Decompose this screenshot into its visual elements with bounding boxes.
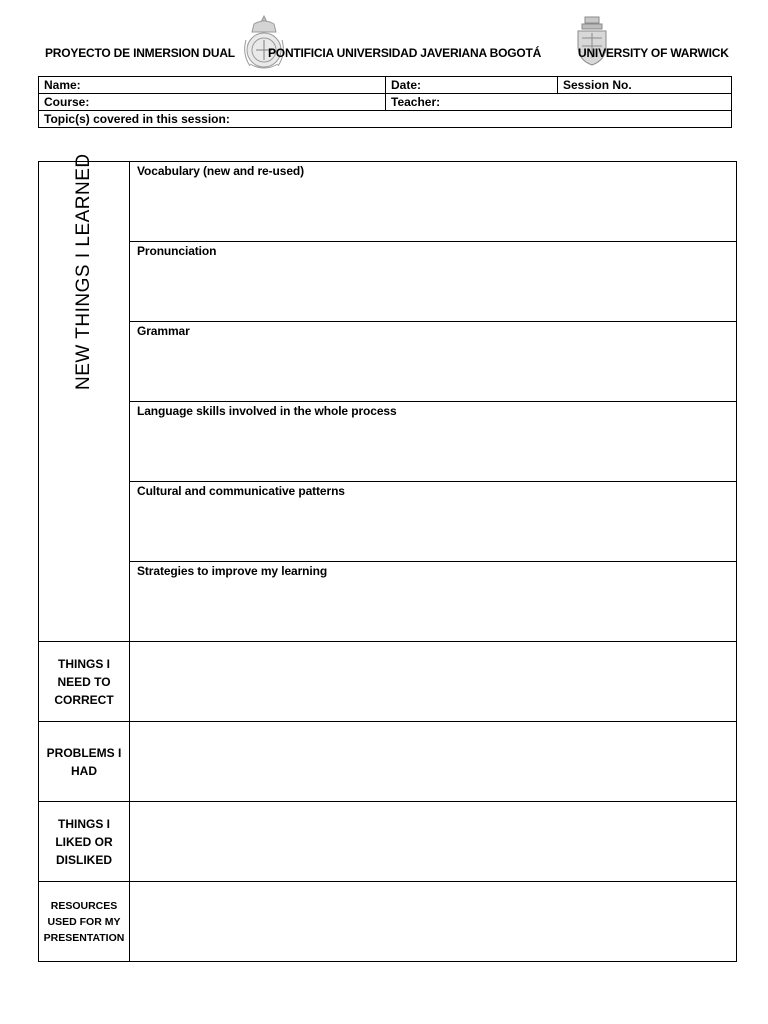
section-label-text: RESOURCES USED FOR MY PRESENTATION (43, 899, 125, 944)
date-label: Date: (391, 78, 422, 92)
section-label-text: THINGS I LIKED OR DISLIKED (55, 816, 113, 867)
pronunciation-box[interactable] (130, 242, 737, 322)
name-field[interactable] (39, 77, 386, 94)
correct-section-box[interactable] (130, 642, 737, 722)
learned-row (39, 402, 737, 482)
teacher-field[interactable] (386, 94, 732, 111)
learned-section-label (39, 153, 130, 642)
session-label: Session No. (563, 78, 632, 92)
reflection-table (38, 153, 737, 962)
problems-section-box[interactable] (130, 722, 737, 802)
resources-section-label (39, 882, 130, 962)
learned-item-label: Pronunciation (137, 244, 217, 258)
learned-row (39, 322, 737, 402)
section-row (39, 722, 737, 802)
section-row (39, 802, 737, 882)
learned-item-label: Vocabulary (new and re-used) (137, 164, 305, 178)
document-header (0, 14, 768, 74)
name-label: Name: (44, 78, 81, 92)
javeriana-title: PONTIFICIA UNIVERSIDAD JAVERIANA BOGOTÁ (268, 46, 542, 60)
vocabulary-box[interactable] (130, 162, 737, 242)
learned-row (39, 242, 737, 322)
topics-field[interactable] (39, 111, 732, 128)
section-label-text: THINGS I NEED TO CORRECT (54, 656, 114, 707)
date-field[interactable] (386, 77, 558, 94)
learned-section-title: NEW THINGS I LEARNED (73, 153, 94, 390)
topics-label: Topic(s) covered in this session: (44, 112, 230, 126)
learned-row (39, 482, 737, 562)
problems-section-label (39, 722, 130, 802)
project-title: PROYECTO DE INMERSION DUAL (45, 46, 235, 60)
cultural-patterns-box[interactable] (130, 482, 737, 562)
correct-section-label (39, 642, 130, 722)
learned-row (39, 162, 737, 242)
warwick-title: UNIVERSITY OF WARWICK (578, 46, 729, 60)
learned-item-label: Grammar (137, 324, 190, 338)
resources-section-box[interactable] (130, 882, 737, 962)
grammar-box[interactable] (130, 322, 737, 402)
learned-item-label: Strategies to improve my learning (137, 564, 328, 578)
learned-row (39, 562, 737, 642)
liked-section-label (39, 802, 130, 882)
session-info-table (38, 76, 732, 128)
session-field[interactable] (558, 77, 732, 94)
learned-item-label: Language skills involved in the whole process (137, 404, 397, 418)
teacher-label: Teacher: (391, 95, 441, 109)
section-row (39, 882, 737, 962)
language-skills-box[interactable] (130, 402, 737, 482)
liked-section-box[interactable] (130, 802, 737, 882)
javeriana-seal-icon (240, 14, 288, 72)
strategies-box[interactable] (130, 562, 737, 642)
section-label-text: PROBLEMS I HAD (46, 745, 122, 778)
course-label: Course: (44, 95, 90, 109)
course-field[interactable] (39, 94, 386, 111)
section-row (39, 642, 737, 722)
learned-item-label: Cultural and communicative patterns (137, 484, 345, 498)
